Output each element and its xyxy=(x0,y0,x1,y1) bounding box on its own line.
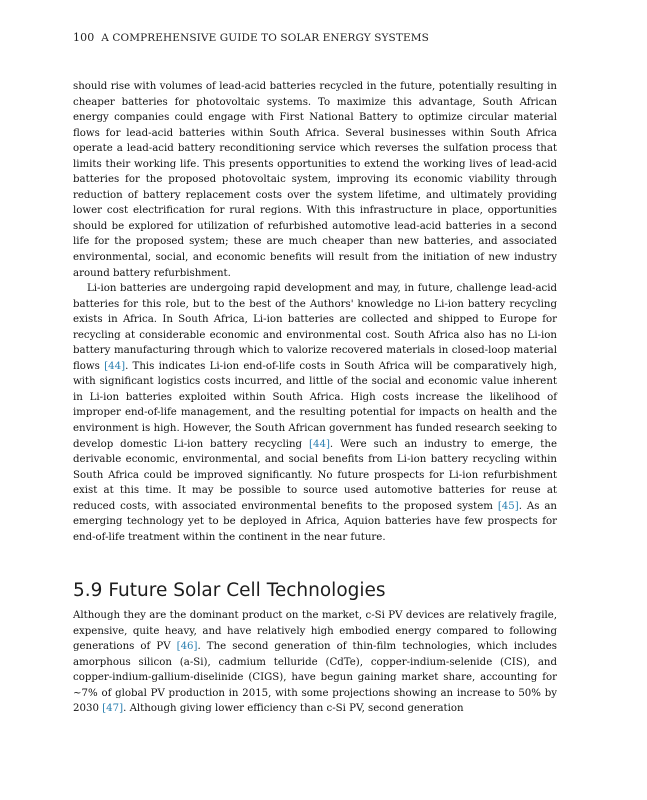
text-run: . As an emerging technology yet to be deployed in Africa, Aquion batteries have few prospects for end-of-life treatment within the continent in the near future. xyxy=(73,500,557,543)
citation-link[interactable]: [46] xyxy=(176,641,198,653)
citation-link[interactable]: [45] xyxy=(497,500,519,512)
paragraph xyxy=(73,281,557,545)
text-run: . The second generation of thin-film technologies, which includes amorphous silicon (a-Si), cadmium telluride (CdTe), copper-indium-selenide (CIS), and copper-indium-gallium-diselinide (CIGS), have begun gaining market share, accounting for ~7% of global PV production in 2015, with some projections showing an increase to 50% by 2030 xyxy=(73,641,557,715)
text-run: Although they are the dominant product on the market, c-Si PV devices are relatively fragile, expensive, quite heavy, and have relatively high embodied energy compared to following generations of PV xyxy=(73,610,557,653)
running-header xyxy=(73,31,429,44)
paragraph: should rise with volumes of lead-acid batteries recycled in the future, potentially resulting in cheaper batteries for photovoltaic systems. To maximize this advantage, South African energy companies could engage with First National Battery to optimize circular material flows for lead-acid batteries within South Africa. Several businesses within South Africa operate a lead-acid battery reconditioning service which reverses the sulfation process that limits their working life. This presents opportunities to extend the working lives of lead-acid batteries for the proposed photovoltaic system, improving its economic viability through reduction of battery replacement costs over the system lifetime, and ultimately providing lower cost electrification for rural regions. With this infrastructure in place, opportunities should be explored for utilization of refurbished automotive lead-acid batteries in a second life for the proposed system; these are much cheaper than new batteries, and associated environmental, social, and economic benefits will result from the initiation of new industry around battery refurbishment. xyxy=(73,81,557,279)
text-run: . Although giving lower efficiency than c-Si PV, second generation xyxy=(123,703,464,715)
section-title: Future Solar Cell Technologies xyxy=(108,580,386,601)
running-title: A COMPREHENSIVE GUIDE TO SOLAR ENERGY SYSTEMS xyxy=(101,32,429,44)
paragraph xyxy=(73,608,557,717)
citation-link[interactable]: [47] xyxy=(102,703,124,715)
citation-link[interactable]: [44] xyxy=(309,438,330,450)
text-run: . Were such an industry to emerge, the derivable economic, environmental, and social benefits from Li-ion battery recycling within South Africa could be improved significantly. No future prospects for Li-ion refurbishment exist at this time. It may be possible to source used automotive batteries for reuse at reduced costs, with associated environmental benefits to the proposed system xyxy=(73,438,557,512)
body-text-upper xyxy=(73,79,557,545)
text-run: . This indicates Li-ion end-of-life costs in South Africa will be comparatively high, with significant logistics costs incurred, and little of the social and economic value inherent in Li-ion batteries exploited within South Africa. High costs increase the likelihood of improper end-of-life management, and the resulting potential for impacts on health and the environment is high. However, the South African government has funded research seeking to develop domestic Li-ion battery recycling xyxy=(73,360,557,450)
text-run: Li-ion batteries are undergoing rapid development and may, in future, challenge lead-acid batteries for this role, but to the best of the Authors' knowledge no Li-ion battery recycling exists in Africa. In South Africa, Li-ion batteries are collected and shipped to Europe for recycling at considerable economic and environmental cost. South Africa also has no Li-ion battery manufacturing through which to valorize recovered materials in closed-loop material flows xyxy=(73,283,557,372)
section-heading xyxy=(73,580,386,601)
citation-link[interactable]: [44] xyxy=(104,360,126,372)
section-number: 5.9 xyxy=(73,580,103,601)
page-number: 100 xyxy=(73,31,95,44)
body-text-lower xyxy=(73,608,557,717)
